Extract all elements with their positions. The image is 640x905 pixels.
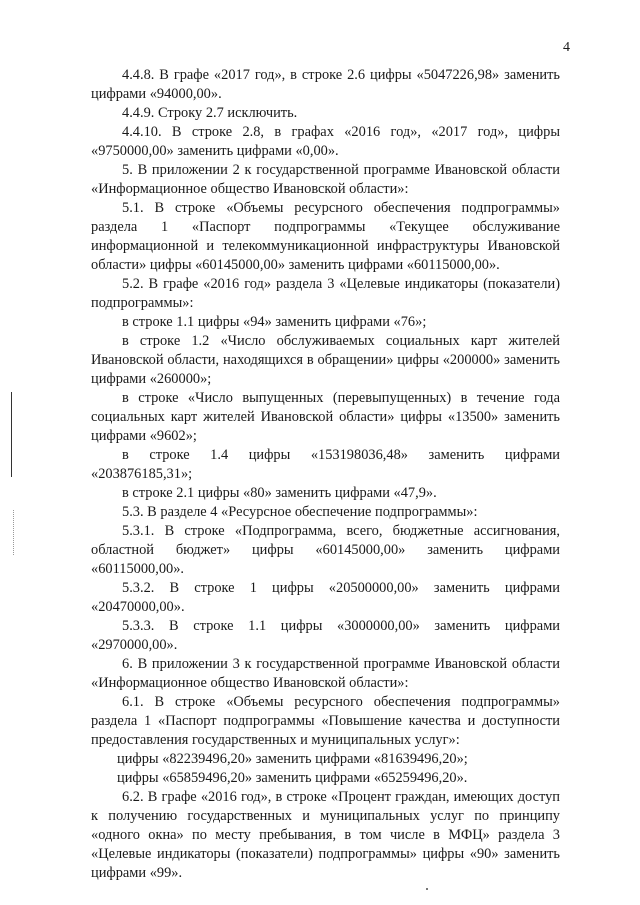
paragraph-5-2-row-1-4: в строке 1.4 цифры «153198036,48» заменить цифрами «203876185,31»; (91, 447, 560, 482)
paragraph-4-4-8: 4.4.8. В графе «2017 год», в строке 2.6 цифры «5047226,98» заменить цифрами «94000,00». (91, 67, 560, 102)
document-body (91, 66, 560, 883)
paragraph-5-3-1: 5.3.1. В строке «Подпрограмма, всего, бюджетные ассигнования, областной бюджет» цифры «60145000,00» заменить цифрами «60115000,00». (91, 523, 560, 577)
paragraph-5-2-row-1-2: в строке 1.2 «Число обслуживаемых социальных карт жителей Ивановской области, находящихся в обращении» цифры «200000» заменить цифрами «260000»; (91, 333, 560, 387)
page-number: 4 (563, 40, 570, 55)
paragraph-5-3-2: 5.3.2. В строке 1 цифры «20500000,00» заменить цифрами «20470000,00». (91, 580, 560, 615)
paragraph-6-1-item-2: цифры «65859496,20» заменить цифрами «65259496,20». (117, 770, 468, 786)
paragraph-6-1: 6.1. В строке «Объемы ресурсного обеспечения подпрограммы» раздела 1 «Паспорт подпрограммы «Повышение качества и доступности предоставления государственных и муниципальных услуг»: (91, 694, 560, 748)
paragraph-5: 5. В приложении 2 к государственной программе Ивановской области «Информационное общество Ивановской области»: (91, 162, 560, 197)
paragraph-4-4-9: 4.4.9. Строку 2.7 исключить. (122, 105, 298, 121)
scan-speck (426, 888, 428, 890)
paragraph-5-3: 5.3. В разделе 4 «Ресурсное обеспечение подпрограммы»: (122, 504, 478, 520)
margin-dotted-mark (13, 510, 14, 555)
paragraph-5-2-row-2-1: в строке 2.1 цифры «80» заменить цифрами «47,9». (122, 485, 437, 501)
paragraph-5-2: 5.2. В графе «2016 год» раздела 3 «Целевые индикаторы (показатели) подпрограммы»: (91, 276, 560, 311)
paragraph-6: 6. В приложении 3 к государственной программе Ивановской области «Информационное общество Ивановской области»: (91, 656, 560, 691)
paragraph-5-2-row-1-1: в строке 1.1 цифры «94» заменить цифрами «76»; (122, 314, 427, 330)
margin-binding-mark (11, 392, 12, 477)
paragraph-6-1-item-1: цифры «82239496,20» заменить цифрами «81639496,20»; (117, 751, 468, 767)
paragraph-5-2-row-cards-issued: в строке «Число выпущенных (перевыпущенных) в течение года социальных карт жителей Ивановской области» цифры «13500» заменить цифрами «9602»; (91, 390, 560, 444)
paragraph-5-3-3: 5.3.3. В строке 1.1 цифры «3000000,00» заменить цифрами «2970000,00». (91, 618, 560, 653)
paragraph-6-2: 6.2. В графе «2016 год», в строке «Процент граждан, имеющих доступ к получению государственных и муниципальных услуг по принципу «одного окна» по месту пребывания, в том числе в МФЦ» раздела 3 «Целевые индикаторы (показатели) подпрограммы» цифры «90» заменить цифрами «99». (91, 789, 560, 881)
paragraph-4-4-10: 4.4.10. В строке 2.8, в графах «2016 год», «2017 год», цифры «9750000,00» заменить цифрами «0,00». (91, 124, 560, 159)
paragraph-5-1: 5.1. В строке «Объемы ресурсного обеспечения подпрограммы» раздела 1 «Паспорт подпрограммы «Текущее обслуживание информационной и телекоммуникационной инфраструктуры Ивановской области» цифры «60145000,00» заменить цифрами «60115000,00». (91, 200, 560, 273)
